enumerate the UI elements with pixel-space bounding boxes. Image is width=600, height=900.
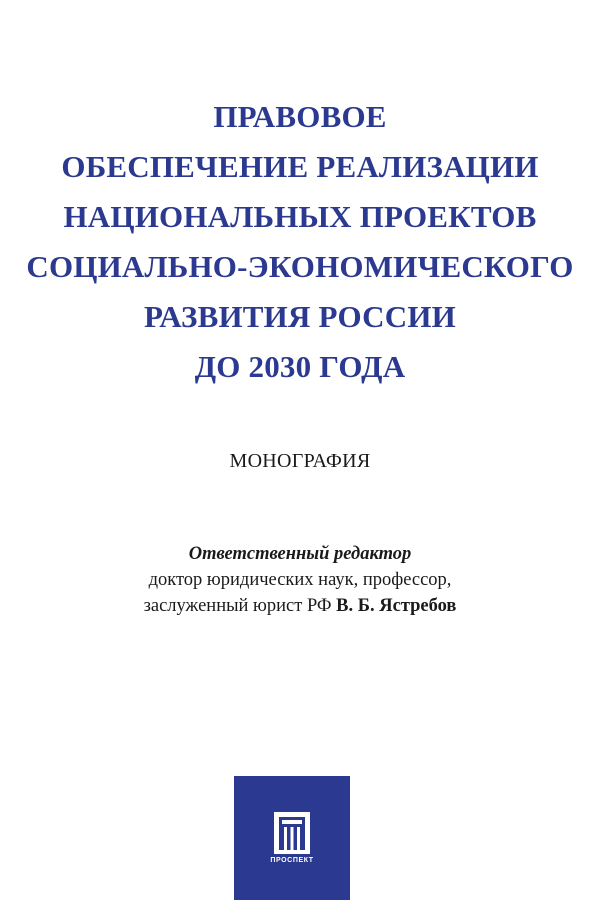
publisher-name: ПРОСПЕКТ [270, 857, 314, 864]
book-title [0, 92, 600, 392]
title-line-4: СОЦИАЛЬНО-ЭКОНОМИЧЕСКОГО [26, 249, 574, 284]
genre-label: МОНОГРАФИЯ [229, 450, 371, 472]
editor-role: Ответственный редактор [188, 544, 412, 564]
title-line-2: ОБЕСПЕЧЕНИЕ РЕАЛИЗАЦИИ [61, 149, 539, 184]
editor-title-line [0, 593, 600, 619]
editor-honorary-title: заслуженный юрист РФ [143, 596, 332, 616]
prospekt-building-logo-icon [234, 776, 350, 900]
editor-credentials: доктор юридических наук, профессор, [148, 570, 452, 590]
publisher-logo [234, 776, 350, 900]
title-line-5: РАЗВИТИЯ РОССИИ [144, 299, 456, 334]
title-line-1: ПРАВОВОЕ [213, 99, 387, 134]
editor-block [0, 541, 600, 619]
title-line-3: НАЦИОНАЛЬНЫХ ПРОЕКТОВ [63, 199, 537, 234]
title-line-6: ДО 2030 ГОДА [194, 349, 406, 384]
editor-name: В. Б. Ястребов [336, 596, 457, 616]
